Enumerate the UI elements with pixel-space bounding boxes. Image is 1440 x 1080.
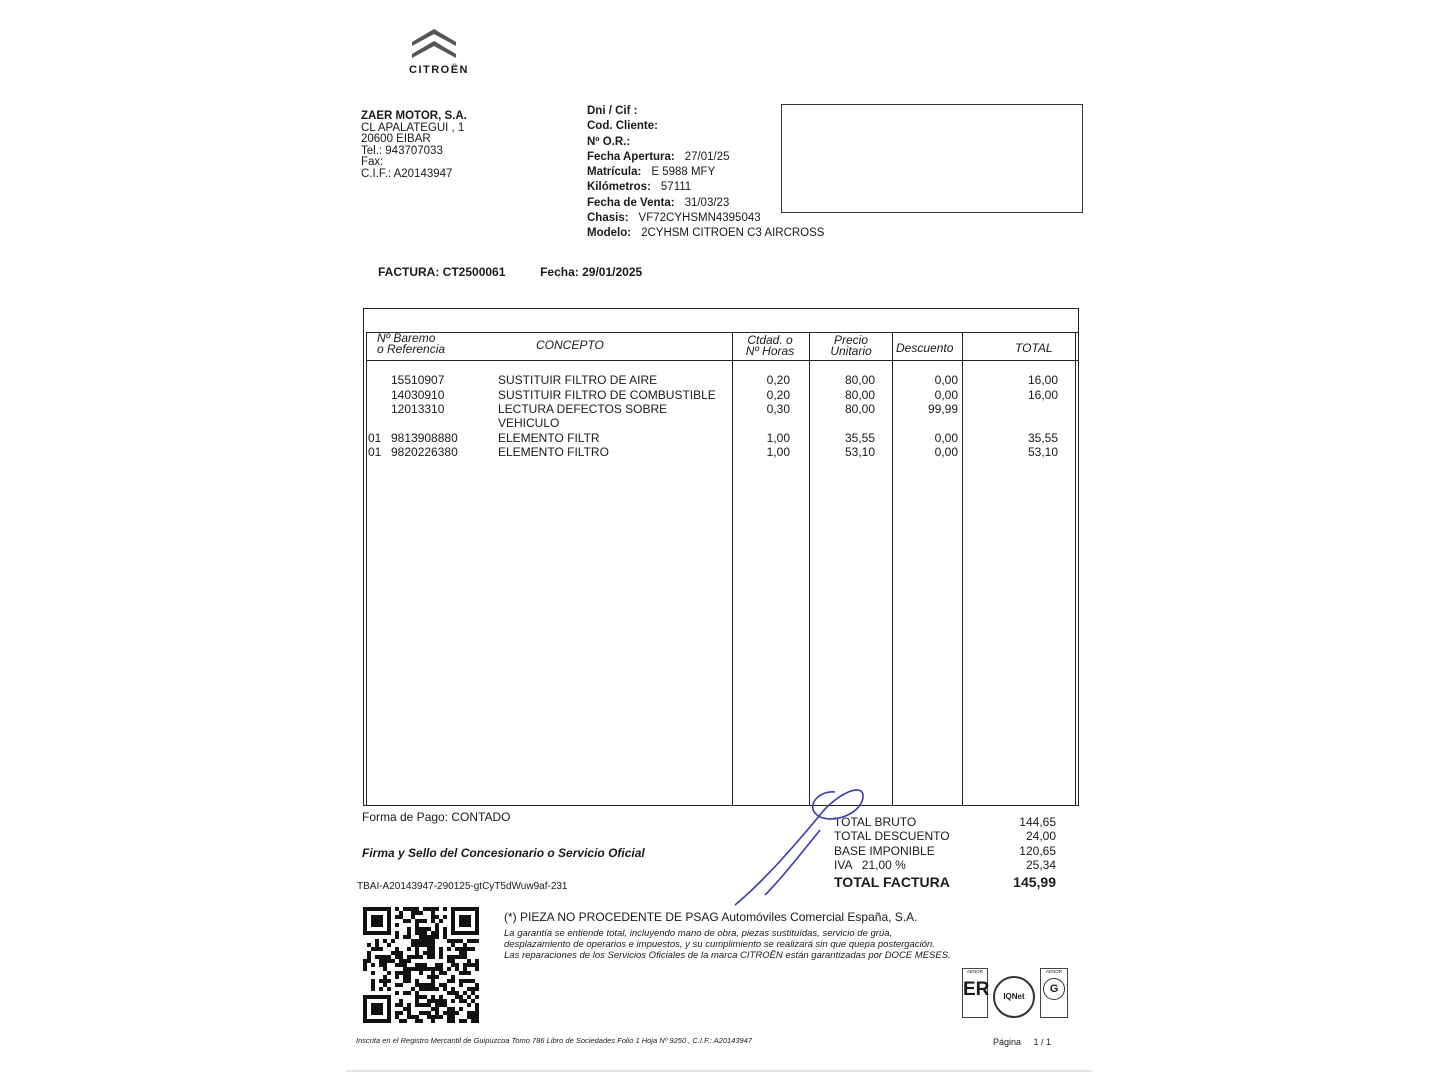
citroen-logo bbox=[380, 26, 490, 82]
dni-label: Dni / Cif : bbox=[587, 105, 638, 117]
cell-ref: 9813908880 bbox=[391, 431, 458, 445]
cell-descuento: 0,00 bbox=[934, 431, 958, 445]
table-row bbox=[364, 445, 1080, 460]
venta-value: 31/03/23 bbox=[684, 196, 730, 209]
table-row bbox=[364, 416, 1080, 431]
payment-label: Forma de Pago: bbox=[362, 810, 449, 824]
dealer-tel: Tel.: 943707033 bbox=[361, 144, 443, 157]
total-factura-row: TOTAL FACTURA 145,99 bbox=[834, 873, 1056, 890]
cell-precio: 80,00 bbox=[844, 402, 875, 416]
cell-precio: 35,55 bbox=[844, 431, 875, 445]
modelo-label: Modelo: bbox=[587, 227, 632, 240]
cell-precio: 80,00 bbox=[844, 373, 875, 387]
header-concepto: CONCEPTO bbox=[536, 338, 604, 352]
aenor-environment-logo: AENOR G bbox=[1040, 968, 1068, 1018]
base-imponible-row: BASE IMPONIBLE 120,65 bbox=[834, 843, 1056, 858]
page-number: Página 1 / 1 bbox=[993, 1037, 1052, 1047]
dealer-block bbox=[361, 111, 467, 180]
km-value: 57111 bbox=[660, 181, 692, 194]
cell-descuento: 0,00 bbox=[934, 445, 958, 459]
table-row bbox=[364, 388, 1080, 403]
pieza-note: (*) PIEZA NO PROCEDENTE DE PSAG Automóviles Comercial España, S.A. bbox=[504, 910, 918, 924]
cell-prefix: 01 bbox=[368, 431, 382, 445]
cell-ref: 15510907 bbox=[391, 373, 445, 387]
gestion-ambiental-icon: G bbox=[1043, 978, 1065, 1000]
cell-concepto: VEHICULO bbox=[498, 416, 560, 430]
cell-descuento: 0,00 bbox=[934, 373, 958, 387]
table-row bbox=[364, 431, 1080, 446]
cell-ref: 14030910 bbox=[391, 388, 445, 402]
client-address-box bbox=[781, 104, 1083, 213]
header-baremo: Nº Baremo o Referencia bbox=[377, 331, 446, 356]
or-label: Nº O.R.: bbox=[587, 135, 631, 148]
cell-descuento: 0,00 bbox=[934, 388, 958, 402]
footer-divider bbox=[346, 1070, 1092, 1072]
apertura-label: Fecha Apertura: bbox=[587, 150, 675, 163]
invoice-header bbox=[378, 265, 642, 279]
km-label: Kilómetros: bbox=[587, 181, 651, 194]
cell-concepto: SUSTITUIR FILTRO DE COMBUSTIBLE bbox=[498, 388, 716, 402]
cell-ref: 9820226380 bbox=[391, 445, 458, 459]
cell-precio: 80,00 bbox=[844, 388, 875, 402]
matricula-label: Matrícula: bbox=[587, 166, 642, 179]
cell-descuento: 99,99 bbox=[927, 402, 958, 416]
total-bruto-row: TOTAL BRUTO 144,65 bbox=[834, 815, 1056, 829]
warranty-text: La garantía se entiende total, incluyendo mano de obra, piezas sustituídas, servicio de grúa, desplazamiento de operarios e impuestos, y su cumplimiento se realizará sin que quepa postergación. Las reparaciones de los Servicios Oficiales de la marca CITROËN están garantizadas por DOCE MESES. bbox=[504, 928, 951, 961]
header-total: TOTAL bbox=[1015, 341, 1053, 355]
signature-caption: Firma y Sello del Concesionario o Servicio Oficial bbox=[362, 846, 645, 860]
dealer-name: ZAER MOTOR, S.A. bbox=[361, 110, 467, 122]
certification-logos bbox=[960, 968, 1075, 1022]
cell-concepto: LECTURA DEFECTOS SOBRE bbox=[498, 402, 668, 416]
table-row bbox=[364, 402, 1080, 417]
factura-number: CT2500061 bbox=[442, 265, 506, 279]
payment-value: CONTADO bbox=[451, 810, 511, 824]
dealer-fax: Fax: bbox=[361, 156, 384, 168]
modelo-value: 2CYHSM CITROEN C3 AIRCROSS bbox=[641, 227, 825, 240]
cell-precio: 53,10 bbox=[844, 445, 875, 459]
total-descuento-row: TOTAL DESCUENTO 24,00 bbox=[834, 829, 1056, 844]
cell-ctdad: 1,00 bbox=[766, 431, 790, 445]
items-table bbox=[363, 308, 1079, 806]
apertura-value: 27/01/25 bbox=[684, 150, 730, 163]
fecha-value: 29/01/2025 bbox=[582, 265, 643, 279]
cell-concepto: ELEMENTO FILTRO bbox=[498, 445, 609, 459]
cell-ctdad: 0,30 bbox=[766, 402, 790, 416]
iqnet-logo: IQNet bbox=[993, 976, 1035, 1018]
cell-ctdad: 0,20 bbox=[766, 388, 790, 402]
dealer-city: 20600 EIBAR bbox=[361, 133, 431, 145]
signature-scribble bbox=[725, 770, 875, 915]
cell-ctdad: 0,20 bbox=[766, 373, 790, 387]
tbai-code: TBAI-A20143947-290125-gtCyT5dWuw9af-231 bbox=[357, 881, 568, 892]
cliente-label: Cod. Cliente: bbox=[587, 120, 658, 133]
chasis-value: VF72CYHSMN4395043 bbox=[638, 212, 761, 225]
cell-total: 16,00 bbox=[1027, 373, 1058, 387]
header-ctdad: Ctdad. o Nº Horas bbox=[745, 333, 795, 358]
dealer-address: CL APALATEGUI , 1 bbox=[361, 121, 465, 134]
double-chevron-icon bbox=[410, 26, 458, 62]
header-precio: Precio Unitario bbox=[830, 333, 872, 358]
cell-concepto: SUSTITUIR FILTRO DE AIRE bbox=[498, 373, 658, 387]
fecha-label: Fecha: bbox=[540, 265, 579, 279]
table-row bbox=[364, 373, 1080, 388]
cell-ctdad: 1,00 bbox=[766, 445, 790, 459]
cell-total: 35,55 bbox=[1027, 431, 1058, 445]
iva-row: IVA 21,00 % 25,34 bbox=[834, 858, 1056, 873]
aenor-er-logo: AENOR ER bbox=[962, 968, 988, 1018]
brand-name: CITROËN bbox=[409, 64, 469, 76]
chasis-label: Chasis: bbox=[587, 212, 629, 225]
factura-label: FACTURA: bbox=[378, 265, 440, 279]
qr-code bbox=[363, 907, 479, 1023]
cell-prefix: 01 bbox=[368, 445, 382, 459]
header-descuento: Descuento bbox=[896, 341, 954, 355]
payment-method bbox=[362, 810, 511, 824]
registry-note: Inscrita en el Registro Mercantil de Guipuzcoa Tomo 786 Libro de Sociedades Folio 1 Hoja Nº 9250 , C.I.F.: A20143947 bbox=[356, 1036, 753, 1045]
cell-ref: 12013310 bbox=[391, 402, 445, 416]
cell-concepto: ELEMENTO FILTR bbox=[498, 431, 600, 445]
matricula-value: E 5988 MFY bbox=[651, 166, 716, 179]
venta-label: Fecha de Venta: bbox=[587, 196, 675, 209]
cell-total: 16,00 bbox=[1027, 388, 1058, 402]
dealer-cif: C.I.F.: A20143947 bbox=[361, 167, 453, 180]
cell-total: 53,10 bbox=[1027, 445, 1058, 459]
